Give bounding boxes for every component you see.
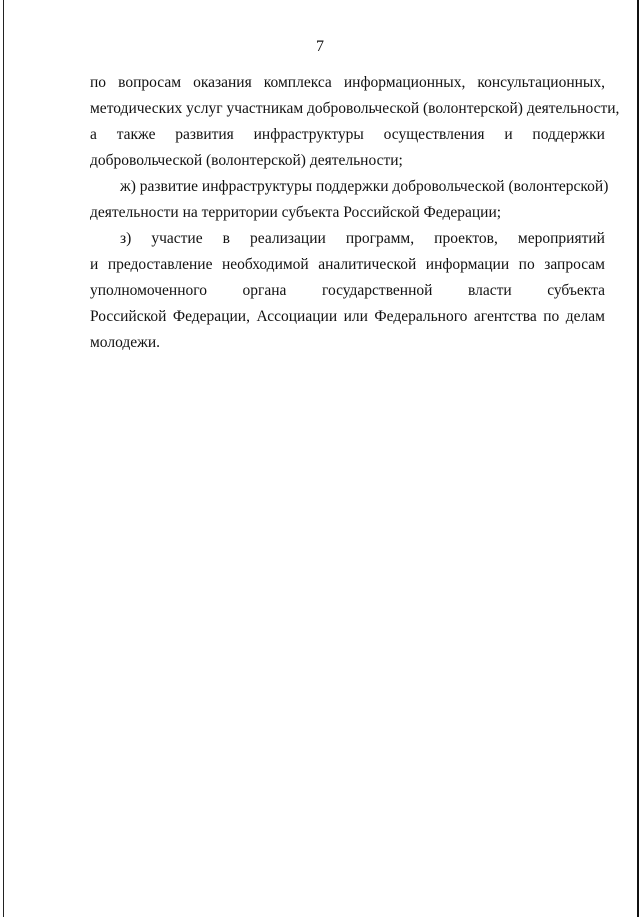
text-line-7 bbox=[90, 226, 605, 252]
word: проектов, bbox=[434, 230, 498, 247]
word: государственной bbox=[321, 282, 433, 299]
word: в bbox=[222, 230, 230, 247]
word: предоставление bbox=[107, 256, 213, 273]
text-line-11: молодежи. bbox=[90, 334, 161, 351]
word: инфраструктуры bbox=[253, 126, 364, 143]
word: по bbox=[90, 74, 107, 91]
word: по bbox=[518, 256, 535, 273]
word: Федерации, bbox=[172, 308, 250, 325]
word: запросам bbox=[544, 256, 605, 273]
text-line-5: ж) развитие инфраструктуры поддержки добровольческой (волонтерской) bbox=[120, 178, 609, 195]
word: реализации bbox=[250, 230, 326, 247]
word: субъекта bbox=[547, 282, 605, 299]
word: агентства bbox=[473, 308, 537, 325]
word: комплекса bbox=[263, 74, 332, 91]
word: консультационных, bbox=[477, 74, 605, 91]
word: вопросам bbox=[118, 74, 182, 91]
word: поддержки bbox=[532, 126, 605, 143]
word: участие bbox=[151, 230, 203, 247]
word: также bbox=[116, 126, 156, 143]
word: а bbox=[90, 126, 97, 143]
word: Российской bbox=[90, 308, 167, 325]
scan-edge-left bbox=[3, 0, 4, 917]
word: информации bbox=[425, 256, 510, 273]
word: осуществления bbox=[383, 126, 485, 143]
word: мероприятий bbox=[517, 230, 605, 247]
text-line-3 bbox=[90, 122, 605, 148]
text-line-10 bbox=[90, 304, 605, 330]
word: по bbox=[543, 308, 560, 325]
scan-edge-right bbox=[637, 0, 639, 917]
word: аналитической bbox=[318, 256, 417, 273]
word: развития bbox=[175, 126, 234, 143]
word: власти bbox=[467, 282, 512, 299]
word: необходимой bbox=[222, 256, 309, 273]
page-number: 7 bbox=[316, 38, 324, 55]
text-line-2: методических услуг участникам добровольческой (волонтерской) деятельности, bbox=[90, 100, 620, 117]
document-body bbox=[90, 70, 620, 356]
text-line-8 bbox=[90, 252, 605, 278]
word: Федерального bbox=[374, 308, 468, 325]
text-line-1 bbox=[90, 70, 605, 96]
word: органа bbox=[242, 282, 287, 299]
word: программ, bbox=[345, 230, 415, 247]
word: уполномоченного bbox=[90, 282, 207, 299]
text-line-4: добровольческой (волонтерской) деятельности; bbox=[90, 152, 403, 169]
word: и bbox=[504, 126, 513, 143]
word: информационных, bbox=[343, 74, 466, 91]
word: или bbox=[343, 308, 368, 325]
word: делам bbox=[565, 308, 605, 325]
text-line-6: деятельности на территории субъекта Российской Федерации; bbox=[90, 204, 502, 221]
word: оказания bbox=[193, 74, 252, 91]
word: и bbox=[90, 256, 99, 273]
word: з) bbox=[120, 230, 132, 247]
word: Ассоциации bbox=[256, 308, 338, 325]
text-line-9 bbox=[90, 278, 605, 304]
